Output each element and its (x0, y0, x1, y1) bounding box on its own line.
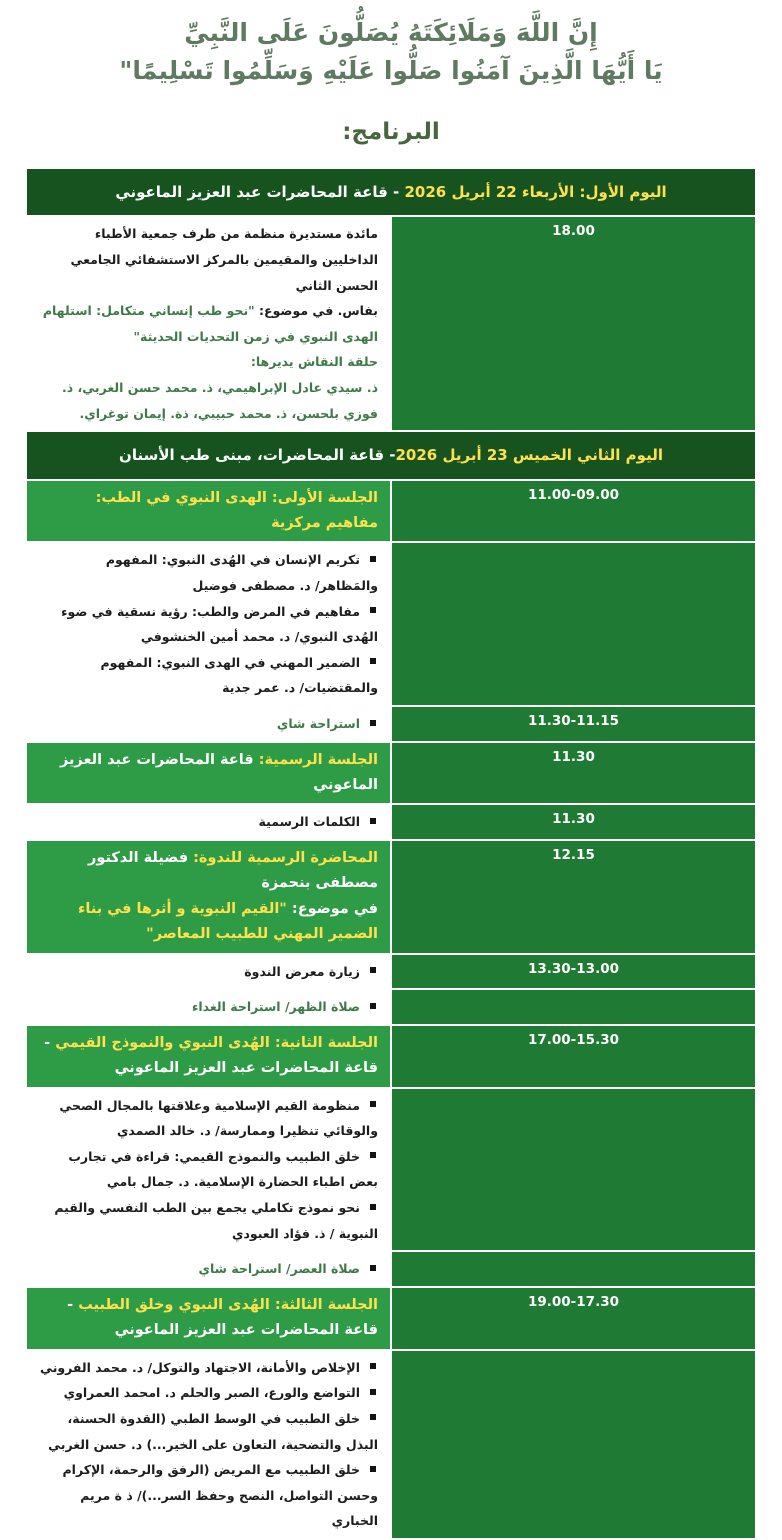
agenda-row (26, 1088, 756, 1252)
time-cell: 19.00-17.30 (391, 1287, 756, 1350)
agenda-item-line (39, 1457, 378, 1534)
agenda-item-line (39, 1144, 378, 1195)
text-segment: الإخلاص والأمانة، الاجتهاد والتوكل/ د. محمد الفروني (40, 1359, 360, 1375)
time-cell: 11.30 (391, 804, 756, 840)
text-segment: - قاعة المحاضرات، مبنى طب الأسنان (119, 446, 396, 465)
text-line (39, 375, 378, 426)
time-cell (391, 1088, 756, 1252)
text-segment: نحو نموذج تكاملي يجمع بين الطب النفسي والقيم النبوية / ذ. فؤاد العبودي (54, 1200, 378, 1241)
content-cell (26, 480, 391, 543)
content-cell (26, 804, 391, 840)
agenda-item-line (39, 1380, 378, 1406)
quran-verse-line2: يَا أَيُّهَا الَّذِينَ آمَنُوا صَلُّوا عَلَيْهِ وَسَلِّمُوا تَسْلِيمًا" (119, 55, 663, 85)
square-bullet-icon (370, 818, 376, 824)
square-bullet-icon (370, 1265, 376, 1271)
text-line (39, 1293, 378, 1344)
page-title: البرنامج: (342, 119, 440, 145)
day-header-row (26, 431, 756, 479)
quran-verse (0, 14, 782, 89)
quran-verse-line1: إِنَّ اللَّهَ وَمَلَائِكَتَهُ يُصَلُّونَ عَلَى النَّبِيِّ (184, 18, 598, 47)
text-segment: صلاة الظهر/ استراحة الغداء (191, 999, 360, 1015)
agenda-row (26, 804, 756, 840)
square-bullet-icon (370, 556, 376, 562)
text-segment: اليوم الثاني الخميس 23 أبريل 2026 (395, 446, 663, 465)
content-cell (26, 1287, 391, 1350)
content-cell (26, 542, 391, 706)
text-segment: زيارة معرض الندوة (244, 963, 360, 979)
agenda-item-line (39, 650, 378, 701)
square-bullet-icon (370, 1204, 376, 1210)
session-header-row (26, 840, 756, 954)
day-header-row (26, 168, 756, 216)
content-cell (26, 989, 391, 1025)
agenda-item-line (39, 711, 378, 737)
text-segment: - قاعة المحاضرات عبد العزيز الماعوني (44, 1034, 378, 1077)
square-bullet-icon (370, 1101, 376, 1107)
time-cell (391, 989, 756, 1025)
text-line (35, 445, 747, 465)
agenda-item-line (39, 1406, 378, 1457)
agenda-item-line (39, 1355, 378, 1381)
text-segment: الجلسة الرسمية: (253, 751, 378, 768)
content-cell (26, 742, 391, 805)
square-bullet-icon (370, 658, 376, 664)
time-cell: 18.00 (391, 216, 756, 431)
text-segment: المحاضرة الرسمية للندوة: (188, 850, 378, 866)
agenda-item-line (39, 1093, 378, 1144)
agenda-row (26, 216, 756, 431)
text-segment: الكلمات الرسمية (258, 814, 360, 830)
text-segment: قاعة المحاضرات عبد العزيز الماعوني (59, 751, 378, 793)
text-line (39, 846, 378, 897)
text-segment: الجلسة الثانية: الهُدى النبوي والنموذج القيمي (50, 1034, 378, 1051)
session-header-row (26, 1025, 756, 1088)
square-bullet-icon (370, 1003, 376, 1009)
text-segment: بفاس. في موضوع: (254, 303, 378, 319)
square-bullet-icon (370, 1466, 376, 1472)
agenda-row (26, 954, 756, 990)
text-segment: خلق الطبيب مع المريض (الرفق والرحمة، الإكرام وحسن التواصل، النصح وحفظ السر...)/ ذ ة مريم الخباري (62, 1462, 378, 1529)
agenda-item-line (39, 547, 378, 598)
square-bullet-icon (370, 1152, 376, 1158)
agenda-row (26, 542, 756, 706)
text-segment: خلق الطبيب والنموذج القيمي: قراءة في تجارب بعض اطباء الحضارة الإسلامية. د. جمال بامي (68, 1148, 378, 1190)
square-bullet-icon (370, 967, 376, 973)
content-cell (26, 706, 391, 742)
text-line (39, 748, 378, 799)
text-segment: صلاة العصر/ استراحة شاي (198, 1261, 360, 1277)
text-segment: خلق الطبيب في الوسط الطبي (القدوة الحسنة، البذل والتضحية، التعاون على الخير...) د. حسن الغربي (48, 1410, 378, 1452)
text-segment: تكريم الإنسان في الهُدى النبوي: المفهوم والمَظاهر/ د. مصطفى فوضيل (105, 552, 378, 593)
text-segment: ذ. سيدي عادل الإبراهيمي، ذ. محمد حسن الغربي، ذ. فوزي بلحسن، ذ. محمد حبيبي، ذة. إيمان توغراي. (62, 380, 378, 421)
day-header-cell (26, 168, 756, 216)
time-cell: 11.00-09.00 (391, 480, 756, 543)
text-line (39, 298, 378, 349)
text-line (39, 486, 378, 537)
text-segment: "نحو طب إنساني متكامل: استلهام الهدى النبوي في زمن التحديات الحديثة" (42, 303, 378, 344)
session-header-row (26, 1287, 756, 1350)
agenda-row (26, 706, 756, 742)
time-cell: 13.30-13.00 (391, 954, 756, 990)
square-bullet-icon (370, 607, 376, 613)
agenda-item-line (39, 1256, 378, 1282)
time-cell: 17.00-15.30 (391, 1025, 756, 1088)
text-segment: الجلسة الأولى: الهدى النبوي في الطب: مفاهيم مركزية (95, 489, 378, 531)
content-cell (26, 1350, 391, 1539)
text-segment: فضيلة الدكتور مصطفى بنحمزة (88, 850, 378, 892)
text-line (39, 349, 378, 375)
text-segment: - قاعة المحاضرات عبد العزيز الماعوني (67, 1296, 378, 1339)
text-segment: استراحة شاي (276, 716, 360, 731)
day-header-cell (26, 431, 756, 479)
content-cell (26, 954, 391, 990)
time-cell: 11.30 (391, 742, 756, 805)
text-segment: في موضوع: (286, 900, 378, 917)
text-line (39, 221, 378, 298)
text-segment: حلقة النقاش يديرها: (250, 354, 378, 370)
content-cell (26, 1025, 391, 1088)
agenda-item-line (39, 599, 378, 650)
text-segment: منظومة القيم الإسلامية وعلاقتها بالمجال الصحي والوقائي تنظيرا وممارسة/ د. خالد الصمدي (59, 1097, 378, 1139)
content-cell (26, 1251, 391, 1287)
session-header-row (26, 480, 756, 543)
square-bullet-icon (370, 1363, 376, 1369)
square-bullet-icon (370, 1389, 376, 1395)
agenda-item-line (39, 959, 378, 985)
agenda-item-line (39, 809, 378, 835)
agenda-item-line (39, 1195, 378, 1246)
text-line (39, 1031, 378, 1082)
text-line (35, 182, 747, 202)
text-segment: مائدة مستديرة منظمة من طرف جمعية الأطباء الداخليين والمقيمين بالمركز الاستشفائي الجامعي الحسن الثاني (70, 226, 378, 293)
text-segment: الجلسة الثالثة: الهُدى النبوي وخلق الطبيب (73, 1296, 378, 1313)
agenda-row (26, 1251, 756, 1287)
text-segment: مفاهيم في المرض والطب: رؤية نسقية في ضوء الهُدى النبوي/ د. محمد أمين الخنشوفي (61, 603, 378, 645)
content-cell (26, 1088, 391, 1252)
text-segment: "القيم النبوية و أثرها في بناء الضمير المهني للطبيب المعاصر" (78, 900, 378, 943)
agenda-row (26, 989, 756, 1025)
time-cell: 12.15 (391, 840, 756, 954)
text-segment: اليوم الأول: الأربعاء 22 أبريل 2026 (399, 183, 667, 201)
time-cell (391, 1251, 756, 1287)
time-cell: 11.30-11.15 (391, 706, 756, 742)
text-segment: - قاعة المحاضرات عبد العزيز الماعوني (115, 183, 400, 201)
time-cell (391, 1350, 756, 1539)
agenda-item-line (39, 994, 378, 1020)
text-segment: الضمير المهني في الهدى النبوي: المفهوم والمقتضيات/ د. عمر جدية (100, 654, 378, 696)
program-table (25, 167, 757, 1540)
session-header-row (26, 742, 756, 805)
text-line (39, 897, 378, 948)
content-cell (26, 216, 391, 431)
content-cell (26, 840, 391, 954)
agenda-row (26, 1350, 756, 1539)
square-bullet-icon (370, 1414, 376, 1420)
program-table-body (26, 168, 756, 1539)
time-cell (391, 542, 756, 706)
square-bullet-icon (370, 720, 376, 726)
text-segment: التواضع والورع، الصبر والحلم د. امحمد العمراوي (63, 1385, 360, 1401)
